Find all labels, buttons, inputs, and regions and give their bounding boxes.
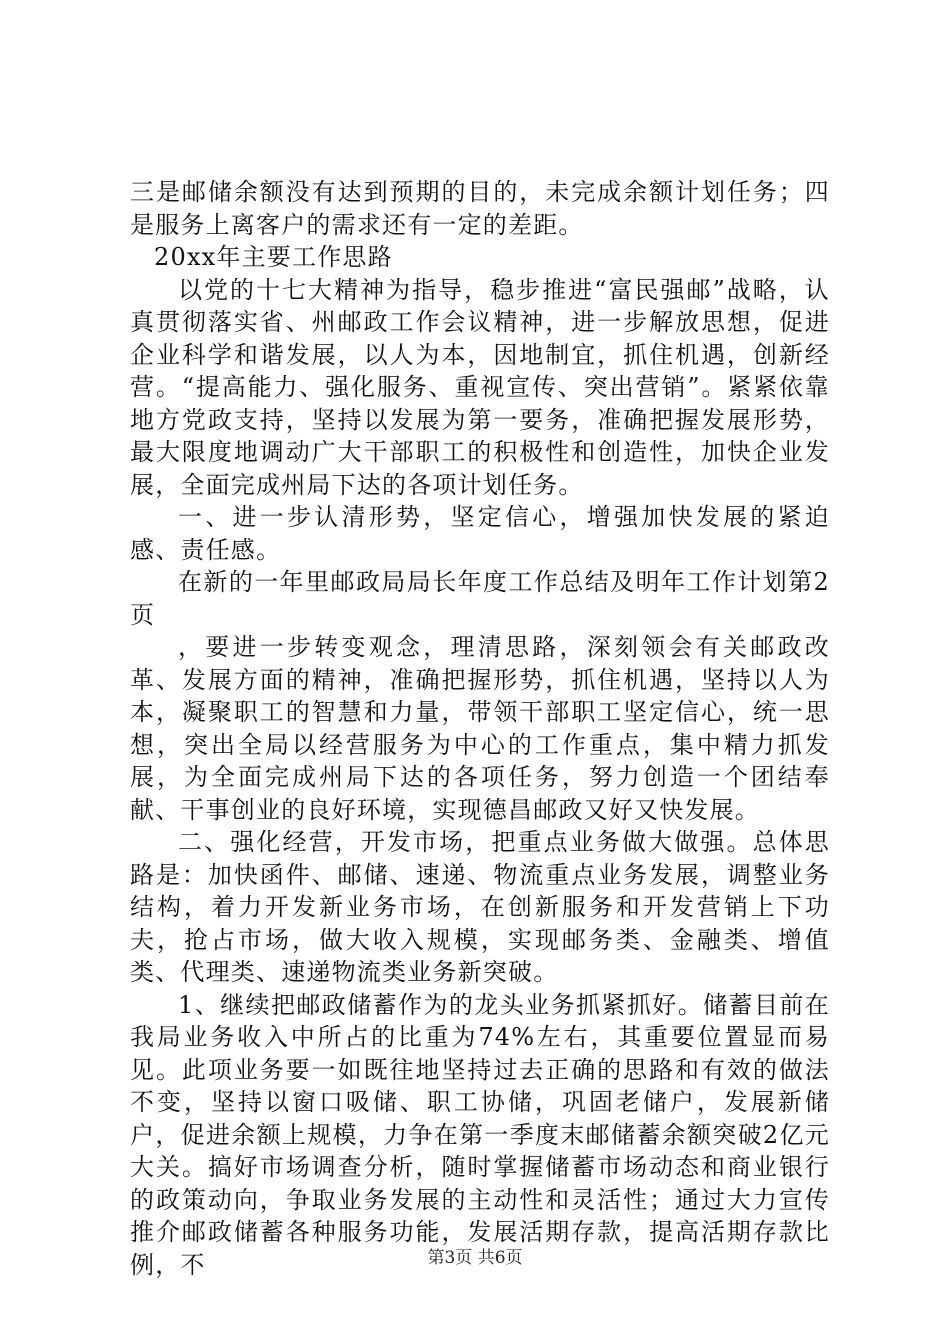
paragraph-shortcomings: 三是邮储余额没有达到预期的目的，未完成余额计划任务；四是服务上离客户的需求还有一定的差距。 <box>130 178 830 239</box>
paragraph-item-one-heading: 一、进一步认清形势，坚定信心，增强加快发展的紧迫感、责任感。 <box>130 503 830 564</box>
page-number-footer: 第3页 共6页 <box>427 1248 523 1268</box>
paragraph-change-concepts: ，要进一步转变观念，理清思路，深刻领会有关邮政改革、发展方面的精神，准确把握形势，抓住机遇，坚持以人为本，凝聚职工的智慧和力量，带领干部职工坚定信心，统一思想，突出全局以经营服务为中心的工作重点，集中精力抓发展，为全面完成州局下达的各项任务，努力创造一个团结奉献、干事创业的良好环境，实现德昌邮政又好又快发展。 <box>130 633 830 824</box>
paragraph-item-two: 二、强化经营，开发市场，把重点业务做大做强。总体思路是：加快函件、邮储、速递、物流重点业务发展，调整业务结构，着力开发新业务市场，在创新服务和开发营销上下功夫，抢占市场，做大收入规模，实现邮务类、金融类、增值类、代理类、速递物流类业务新突破。 <box>130 828 830 986</box>
document-body <box>130 176 830 1281</box>
section-heading-work-ideas: 20xx年主要工作思路 <box>154 243 393 271</box>
paragraph-savings-business: 1、继续把邮政储蓄作为的龙头业务抓紧抓好。储蓄目前在我局业务收入中所占的比重为74%左右，其重要位置显而易见。此项业务要一如既往地坚持过去正确的思路和有效的做法不变，坚持以窗口吸储、职工协储，巩固老储户，发展新储户，促进余额上规模，力争在第一季度末邮储蓄余额突破2亿元大关。搞好市场调查分析，随时掌握储蓄市场动态和商业银行的政策动向，争取业务发展的主动性和灵活性；通过大力宣传推介邮政储蓄各种服务功能，发展活期存款，提高活期存款比例，不 <box>130 990 830 1279</box>
paragraph-page-title-note: 在新的一年里邮政局局长年度工作总结及明年工作计划第2页 <box>130 568 830 629</box>
paragraph-guiding-ideas: 以党的十七大精神为指导，稳步推进“富民强邮”战略，认真贯彻落实省、州邮政工作会议精神，进一步解放思想，促进企业科学和谐发展，以人为本，因地制宜，抓住机遇，创新经营。“提高能力、强化服务、重视宣传、突出营销”。紧紧依靠地方党政支持，坚持以发展为第一要务，准确把握发展形势，最大限度地调动广大干部职工的积极性和创造性，加快企业发展，全面完成州局下达的各项计划任务。 <box>130 275 830 499</box>
